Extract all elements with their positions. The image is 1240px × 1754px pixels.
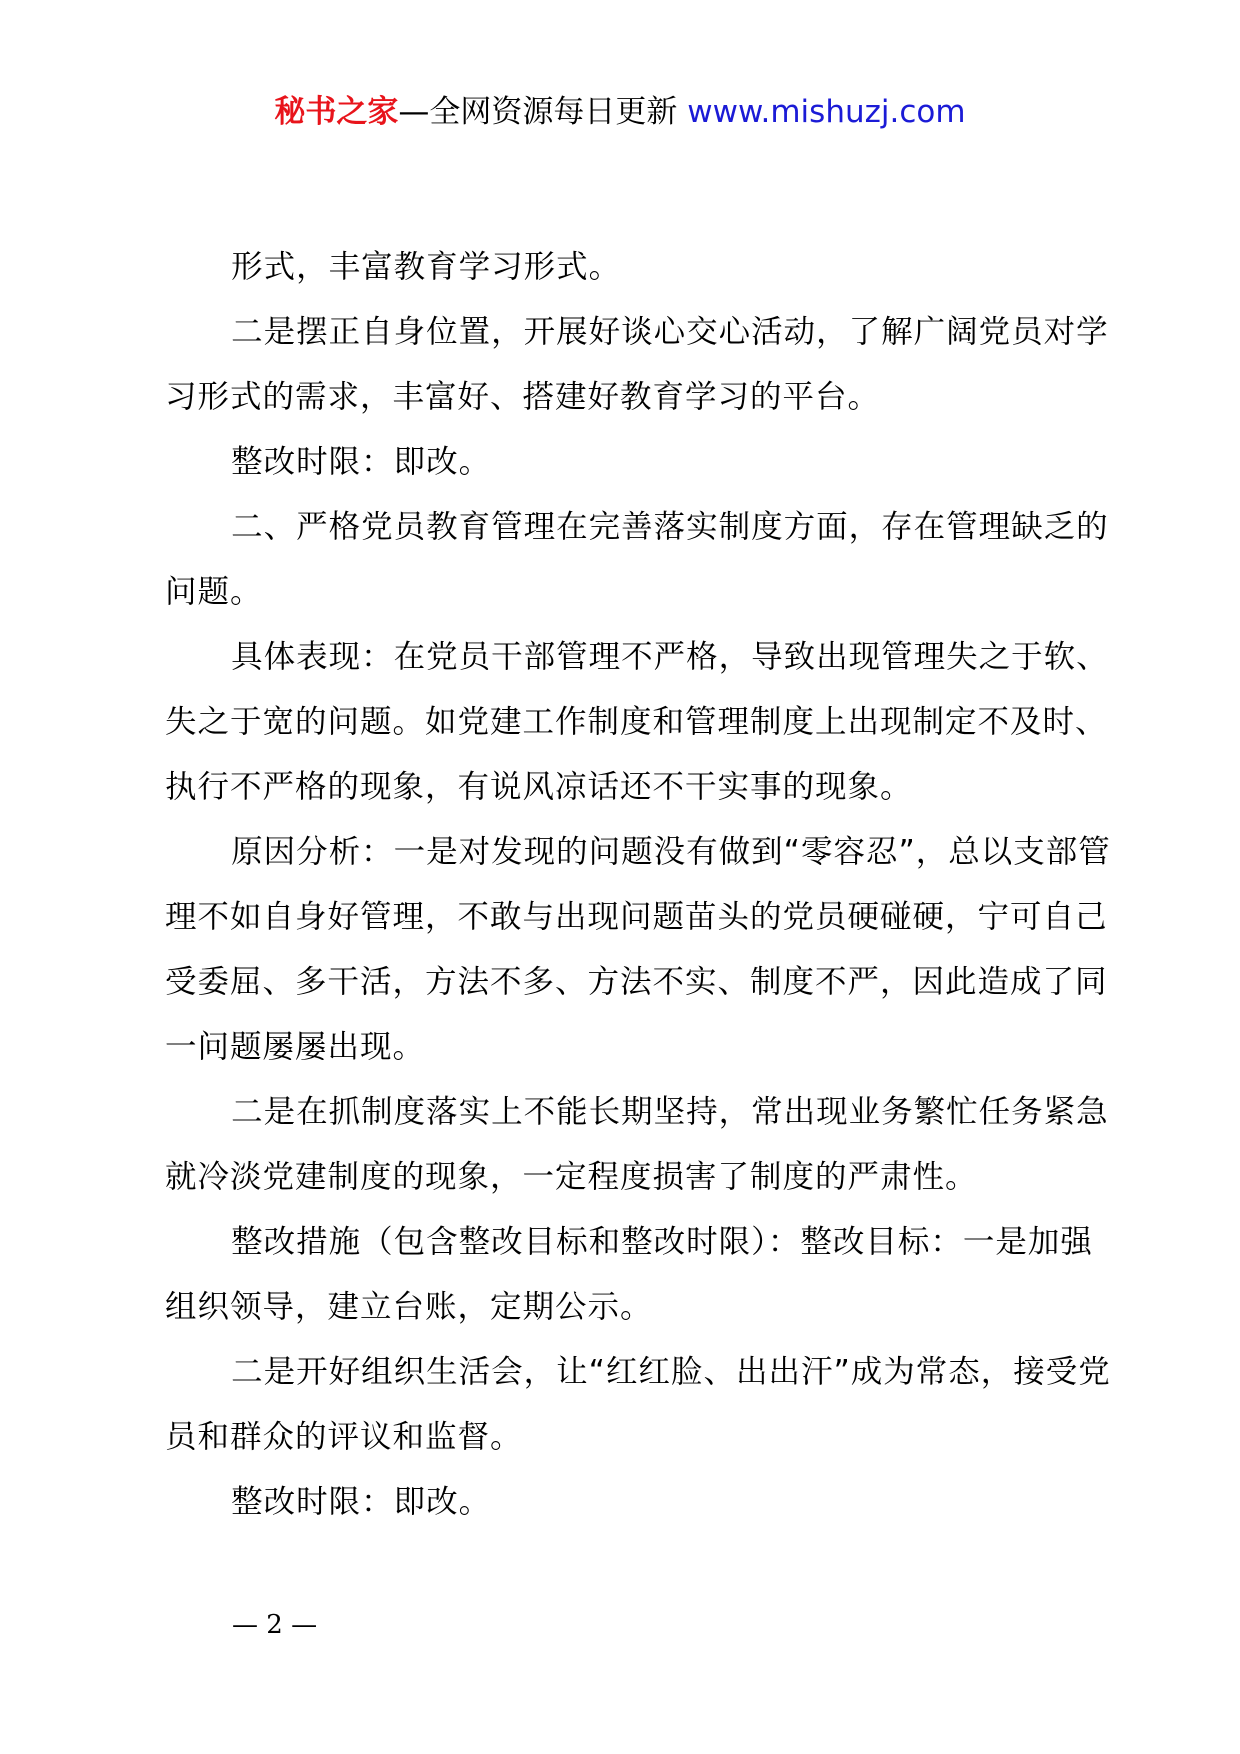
page-header	[0, 90, 1240, 134]
paragraph: 整改措施（包含整改目标和整改时限）：整改目标：一是加强组织领导，建立台账，定期公示。	[165, 1224, 1093, 1325]
paragraph: 整改时限：即改。	[231, 1484, 492, 1520]
paragraph: 具体表现：在党员干部管理不严格，导致出现管理失之于软、失之于宽的问题。如党建工作制度和管理制度上出现制定不及时、执行不严格的现象，有说风凉话还不干实事的现象。	[165, 639, 1109, 805]
paragraph-continuation: 形式，丰富教育学习形式。	[231, 249, 622, 285]
header-tagline: —全网资源每日更新	[398, 94, 678, 130]
paragraph: 二是开好组织生活会，让“红红脸、出出汗”成为常态，接受党员和群众的评议和监督。	[165, 1354, 1111, 1455]
paragraph: 二、严格党员教育管理在完善落实制度方面，存在管理缺乏的问题。	[165, 509, 1109, 610]
paragraph: 二是摆正自身位置，开展好谈心交心活动，了解广阔党员对学习形式的需求，丰富好、搭建好教育学习的平台。	[165, 314, 1109, 415]
header-url-link[interactable]: www.mishuzj.com	[687, 94, 966, 130]
page-number: — 2 —	[232, 1610, 318, 1640]
paragraph: 整改时限：即改。	[231, 444, 492, 480]
paragraph: 原因分析：一是对发现的问题没有做到“零容忍”，总以支部管理不如自身好管理，不敢与出现问题苗头的党员硬碰硬，宁可自己受委屈、多干活，方法不多、方法不实、制度不严，因此造成了同一问题屡屡出现。	[165, 834, 1111, 1065]
document-body	[165, 235, 1125, 1535]
paragraph: 二是在抓制度落实上不能长期坚持，常出现业务繁忙任务紧急就冷淡党建制度的现象，一定程度损害了制度的严肃性。	[165, 1094, 1109, 1195]
header-brand: 秘书之家	[274, 94, 399, 130]
